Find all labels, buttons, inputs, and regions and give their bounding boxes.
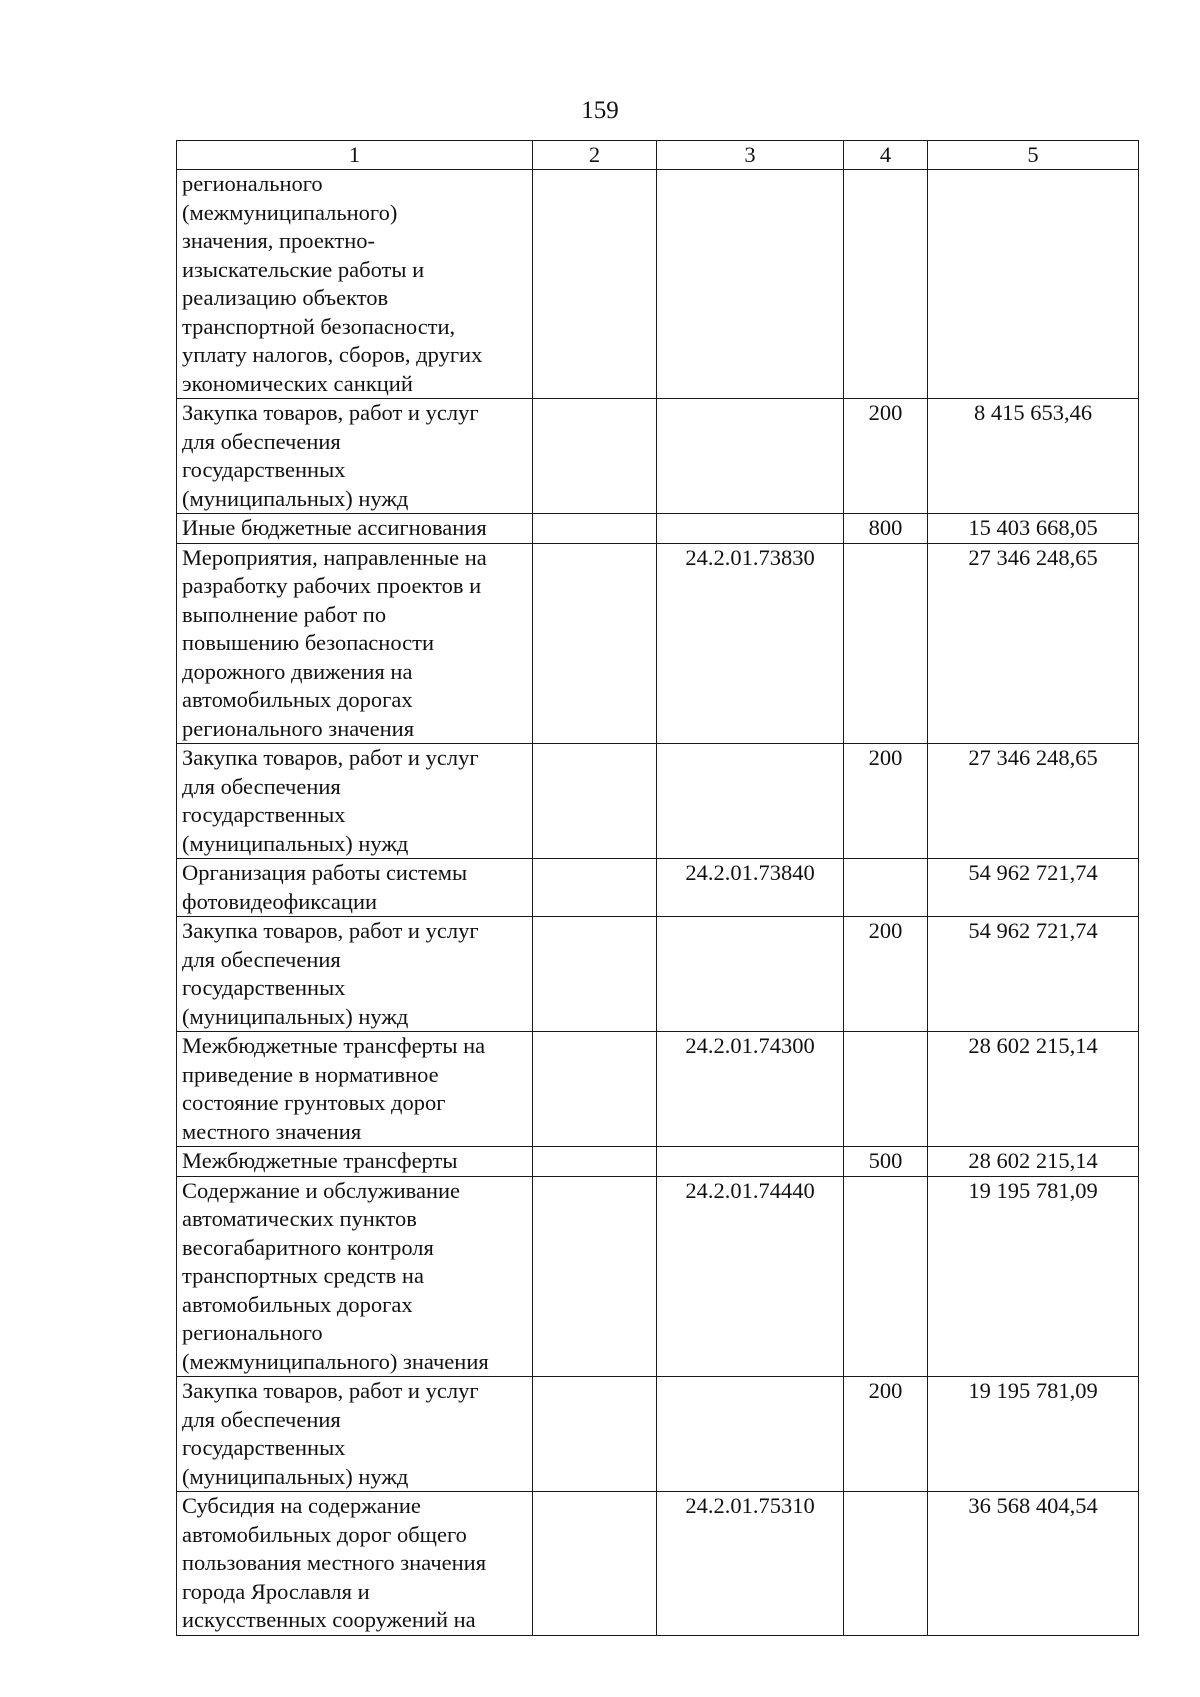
row-name: Организация работы системы фотовидеофиксации: [177, 859, 533, 917]
table-row: [177, 1377, 1139, 1492]
table-row: [177, 917, 1139, 1032]
row-type: [844, 859, 928, 917]
column-header: 3: [657, 141, 844, 170]
row-code: [657, 170, 844, 399]
row-col2: [533, 1492, 657, 1636]
table-row: [177, 170, 1139, 399]
row-amount: 27 346 248,65: [928, 744, 1139, 859]
column-header: 2: [533, 141, 657, 170]
table-body: [177, 170, 1139, 1636]
row-code: [657, 744, 844, 859]
row-code: 24.2.01.74440: [657, 1176, 844, 1377]
table-header-row: [177, 141, 1139, 170]
row-code: [657, 514, 844, 544]
row-name: Закупка товаров, работ и услуг для обеспечения государственных (муниципальных) нужд: [177, 399, 533, 514]
table-row: [177, 1032, 1139, 1147]
row-type: [844, 1032, 928, 1147]
row-type: [844, 1492, 928, 1636]
column-header: 4: [844, 141, 928, 170]
row-name: Закупка товаров, работ и услуг для обеспечения государственных (муниципальных) нужд: [177, 1377, 533, 1492]
row-type: [844, 170, 928, 399]
row-type: 200: [844, 399, 928, 514]
row-type: 200: [844, 917, 928, 1032]
row-name: Межбюджетные трансферты: [177, 1147, 533, 1177]
row-col2: [533, 514, 657, 544]
row-col2: [533, 543, 657, 744]
row-col2: [533, 1377, 657, 1492]
row-amount: 36 568 404,54: [928, 1492, 1139, 1636]
row-name: Мероприятия, направленные на разработку рабочих проектов и выполнение работ по повышению безопасности дорожного движения на автомобильных дорогах регионального значения: [177, 543, 533, 744]
table-row: [177, 1176, 1139, 1377]
row-amount: 28 602 215,14: [928, 1147, 1139, 1177]
row-col2: [533, 1176, 657, 1377]
row-col2: [533, 859, 657, 917]
table-row: [177, 1147, 1139, 1177]
table-row: [177, 744, 1139, 859]
row-amount: 27 346 248,65: [928, 543, 1139, 744]
row-type: 200: [844, 1377, 928, 1492]
row-col2: [533, 744, 657, 859]
row-col2: [533, 399, 657, 514]
row-amount: 28 602 215,14: [928, 1032, 1139, 1147]
row-type: 800: [844, 514, 928, 544]
row-code: 24.2.01.73840: [657, 859, 844, 917]
row-amount: 19 195 781,09: [928, 1176, 1139, 1377]
row-name: Закупка товаров, работ и услуг для обеспечения государственных (муниципальных) нужд: [177, 917, 533, 1032]
row-code: [657, 1377, 844, 1492]
row-type: 500: [844, 1147, 928, 1177]
budget-table: [176, 140, 1139, 1636]
row-name: Иные бюджетные ассигнования: [177, 514, 533, 544]
row-code: [657, 399, 844, 514]
table-row: [177, 859, 1139, 917]
table-row: [177, 543, 1139, 744]
row-code: [657, 917, 844, 1032]
row-type: [844, 543, 928, 744]
row-code: 24.2.01.74300: [657, 1032, 844, 1147]
row-name: Субсидия на содержание автомобильных дорог общего пользования местного значения города Ярославля и искусственных сооружений на: [177, 1492, 533, 1636]
column-header: 1: [177, 141, 533, 170]
row-name: Межбюджетные трансферты на приведение в нормативное состояние грунтовых дорог местного значения: [177, 1032, 533, 1147]
row-type: [844, 1176, 928, 1377]
row-name: регионального (межмуниципального) значения, проектно- изыскательские работы и реализацию объектов транспортной безопасности, уплату налогов, сборов, других экономических санкций: [177, 170, 533, 399]
row-col2: [533, 1147, 657, 1177]
row-name: Содержание и обслуживание автоматических пунктов весогабаритного контроля транспортных средств на автомобильных дорогах регионального (межмуниципального) значения: [177, 1176, 533, 1377]
row-amount: 19 195 781,09: [928, 1377, 1139, 1492]
row-code: 24.2.01.73830: [657, 543, 844, 744]
row-amount: [928, 170, 1139, 399]
row-col2: [533, 917, 657, 1032]
row-amount: 54 962 721,74: [928, 917, 1139, 1032]
row-amount: 15 403 668,05: [928, 514, 1139, 544]
row-col2: [533, 1032, 657, 1147]
table-row: [177, 399, 1139, 514]
row-code: 24.2.01.75310: [657, 1492, 844, 1636]
row-amount: 8 415 653,46: [928, 399, 1139, 514]
row-type: 200: [844, 744, 928, 859]
column-header: 5: [928, 141, 1139, 170]
row-code: [657, 1147, 844, 1177]
table-row: [177, 514, 1139, 544]
row-amount: 54 962 721,74: [928, 859, 1139, 917]
page-number: 159: [581, 97, 619, 124]
row-name: Закупка товаров, работ и услуг для обеспечения государственных (муниципальных) нужд: [177, 744, 533, 859]
table-row: [177, 1492, 1139, 1636]
row-col2: [533, 170, 657, 399]
